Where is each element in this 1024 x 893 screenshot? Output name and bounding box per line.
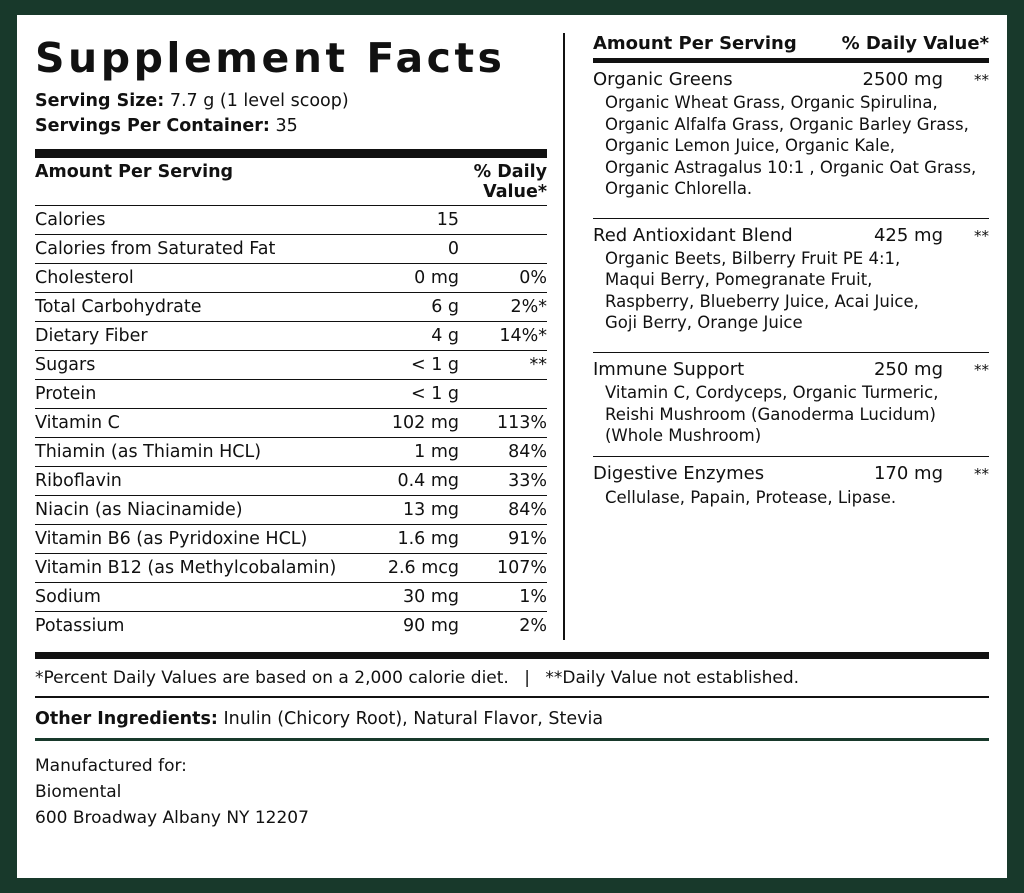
blend-ingredients	[593, 91, 989, 199]
table-row	[35, 351, 547, 380]
manufacturer-address: 600 Broadway Albany NY 12207	[35, 807, 309, 828]
nutrient-amount: 102 mg	[357, 409, 467, 438]
nutrient-name: Potassium	[35, 616, 125, 637]
blend-title-row	[593, 224, 989, 247]
nutrient-amount: 1 mg	[357, 438, 467, 467]
blend-dv: **	[974, 71, 989, 89]
nutrition-table-body	[35, 158, 547, 640]
table-row	[35, 554, 547, 583]
table-row	[35, 467, 547, 496]
blend-title-row	[593, 462, 989, 485]
blend-ingredient-line: Cellulase, Papain, Protease, Lipase.	[605, 487, 897, 507]
table-row	[35, 293, 547, 322]
table-row	[35, 409, 547, 438]
nutrient-amount: 13 mg	[357, 496, 467, 525]
nutrient-amount: 15	[357, 206, 467, 235]
nutrient-name: Cholesterol	[35, 264, 357, 293]
nutrient-name: Sugars	[35, 351, 357, 380]
blend-ingredients	[593, 486, 989, 508]
nutrient-amount: 0.4 mg	[357, 467, 467, 496]
blend-group	[593, 457, 989, 512]
nutrient-amount: 30 mg	[357, 583, 467, 612]
blend-ingredient-line: Vitamin C, Cordyceps, Organic Turmeric,	[605, 383, 939, 403]
other-ingredients	[35, 698, 989, 741]
nutrient-name: Protein	[35, 380, 357, 409]
nutrient-dv	[467, 206, 547, 235]
table-header-row	[35, 158, 547, 206]
blend-amount: 250 mg	[873, 358, 943, 380]
blend-group	[593, 63, 989, 204]
blend-amount: 2500 mg	[862, 69, 943, 90]
manufacturer-name: Biomental	[35, 781, 122, 802]
nutrient-dv: 1%	[467, 583, 547, 612]
blend-amount: 425 mg	[873, 224, 943, 246]
nutrient-amount: 90 mg	[403, 616, 459, 637]
blend-name: Organic Greens	[593, 69, 733, 90]
right-column	[565, 33, 989, 640]
blend-title-row	[593, 68, 989, 91]
blend-dv: **	[974, 226, 989, 245]
table-row	[35, 322, 547, 351]
blend-ingredient-line: Goji Berry, Orange Juice	[605, 313, 803, 333]
nutrient-dv: 113%	[467, 409, 547, 438]
blend-ingredient-line: Organic Beets, Bilberry Fruit PE 4:1,	[605, 248, 901, 268]
blend-dv: **	[974, 360, 989, 379]
col-header-amount: Amount Per Serving	[593, 33, 797, 54]
nutrient-dv: 2%	[519, 616, 547, 637]
col-header-amount: Amount Per Serving	[35, 158, 357, 206]
manufacturer-block	[35, 741, 989, 830]
nutrient-dv: 0%	[467, 264, 547, 293]
nutrient-dv	[467, 380, 547, 409]
blend-ingredient-line: Organic Alfalfa Grass, Organic Barley Grass,	[605, 114, 969, 134]
blend-ingredient-line: (Whole Mushroom)	[605, 425, 762, 445]
nutrient-dv: 33%	[467, 467, 547, 496]
servings-per-container-line	[35, 115, 547, 139]
serving-size-line	[35, 90, 547, 114]
table-row	[35, 525, 547, 554]
other-ingredients-label: Other Ingredients:	[35, 709, 218, 730]
serving-size-value: 7.7 g (1 level scoop)	[169, 91, 349, 112]
nutrient-name: Calories	[35, 206, 357, 235]
serving-size-label: Serving Size:	[35, 91, 165, 112]
spacer	[593, 204, 989, 212]
nutrient-name: Total Carbohydrate	[35, 293, 357, 322]
table-row	[35, 380, 547, 409]
manufactured-for-label: Manufactured for:	[35, 756, 187, 777]
footnote-daily-value-note: *Percent Daily Values are based on a 2,000 calorie diet.	[35, 668, 509, 689]
col-header-daily-value: % Daily Value*	[467, 158, 547, 206]
nutrient-name: Sodium	[35, 583, 357, 612]
nutrient-dv: 84%	[467, 438, 547, 467]
nutrient-amount: 1.6 mg	[357, 525, 467, 554]
nutrient-amount: 4 g	[357, 322, 467, 351]
nutrient-name: Thiamin (as Thiamin HCL)	[35, 438, 357, 467]
blend-title-row	[593, 358, 989, 381]
blend-group	[593, 353, 989, 451]
nutrient-name: Calories from Saturated Fat	[35, 235, 357, 264]
nutrient-amount: 2.6 mcg	[357, 554, 467, 583]
nutrient-name: Niacin (as Niacinamide)	[35, 496, 357, 525]
nutrition-table	[35, 158, 547, 640]
blend-dv: **	[974, 465, 989, 484]
col-header-daily-value: % Daily Value*	[841, 33, 989, 54]
nutrient-amount: < 1 g	[357, 380, 467, 409]
nutrient-dv	[467, 235, 547, 264]
nutrient-dv: 2%*	[467, 293, 547, 322]
facts-area	[35, 33, 989, 640]
footnote-dv-not-established: **Daily Value not established.	[545, 668, 800, 689]
nutrient-name: Riboflavin	[35, 467, 357, 496]
left-column	[35, 33, 565, 640]
nutrient-dv: 107%	[467, 554, 547, 583]
blend-group	[593, 219, 989, 338]
divider-thick	[35, 149, 547, 158]
col-header-amount-value	[357, 158, 467, 206]
servings-per-container-value: 35	[275, 115, 298, 136]
nutrient-name: Vitamin B6 (as Pyridoxine HCL)	[35, 525, 357, 554]
nutrient-name: Vitamin B12 (as Methylcobalamin)	[35, 554, 357, 583]
page-title: Supplement Facts	[35, 34, 506, 82]
nutrient-amount: 0 mg	[357, 264, 467, 293]
nutrient-dv: 91%	[467, 525, 547, 554]
right-column-header	[593, 33, 989, 58]
table-row	[35, 612, 547, 641]
blend-name: Immune Support	[593, 358, 745, 380]
nutrient-dv: **	[467, 351, 547, 380]
blend-ingredient-line: Organic Lemon Juice, Organic Kale,	[605, 136, 896, 156]
blend-ingredient-line: Organic Astragalus 10:1 , Organic Oat Grass,	[605, 157, 977, 177]
nutrient-dv: 14%*	[467, 322, 547, 351]
blend-name: Red Antioxidant Blend	[593, 224, 793, 246]
blend-ingredients	[593, 381, 989, 446]
blend-ingredients	[593, 247, 989, 334]
table-row	[35, 496, 547, 525]
nutrient-dv: 84%	[467, 496, 547, 525]
blend-ingredient-line: Reishi Mushroom (Ganoderma Lucidum)	[605, 404, 936, 424]
nutrient-name: Dietary Fiber	[35, 322, 357, 351]
supplement-facts-panel	[14, 12, 1010, 881]
blend-ingredient-line: Raspberry, Blueberry Juice, Acai Juice,	[605, 291, 919, 311]
blend-name: Digestive Enzymes	[593, 463, 765, 485]
nutrient-amount: 0	[357, 235, 467, 264]
blend-ingredient-line: Organic Wheat Grass, Organic Spirulina,	[605, 93, 938, 113]
nutrient-amount: 6 g	[357, 293, 467, 322]
table-row	[35, 206, 547, 235]
nutrient-name: Vitamin C	[35, 409, 357, 438]
divider-footnote	[35, 652, 989, 659]
footnote	[35, 659, 989, 698]
table-row	[35, 235, 547, 264]
table-row	[35, 583, 547, 612]
blend-ingredient-line: Organic Chlorella.	[605, 179, 753, 199]
blend-ingredient-line: Maqui Berry, Pomegranate Fruit,	[605, 270, 873, 290]
nutrient-amount: < 1 g	[357, 351, 467, 380]
table-row	[35, 264, 547, 293]
footnote-divider: |	[524, 668, 530, 689]
other-ingredients-value: Inulin (Chicory Root), Natural Flavor, Stevia	[223, 709, 604, 730]
servings-per-container-label: Servings Per Container:	[35, 115, 270, 136]
spacer	[593, 338, 989, 346]
blend-amount: 170 mg	[873, 463, 943, 485]
table-row	[35, 438, 547, 467]
